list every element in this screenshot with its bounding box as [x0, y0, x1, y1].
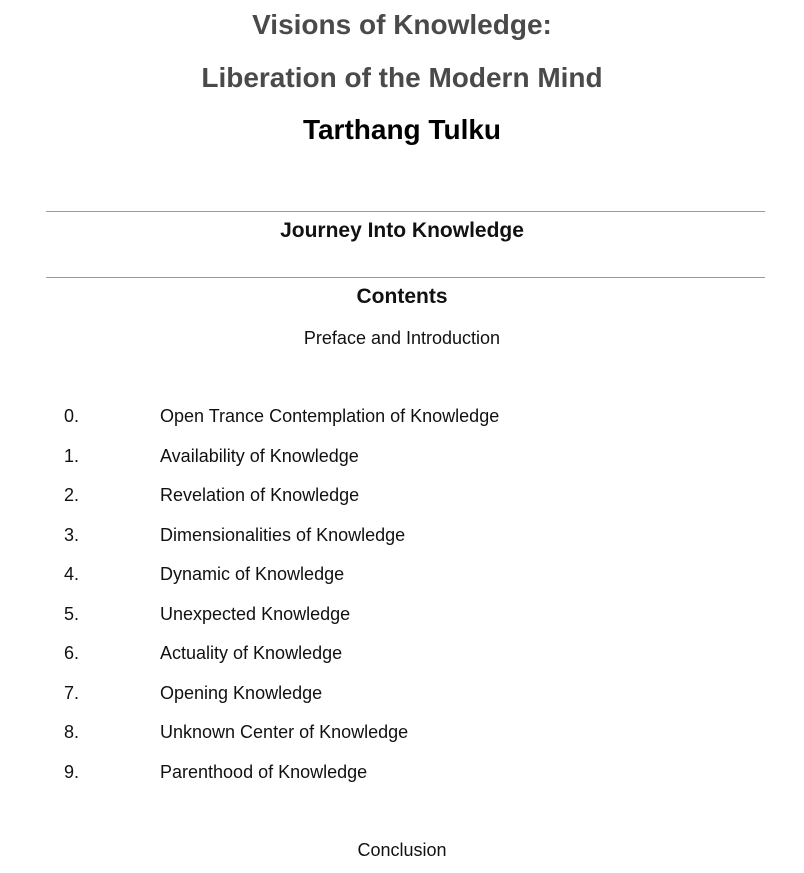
- book-title-line-1: Visions of Knowledge:: [252, 9, 552, 40]
- toc-conclusion-link[interactable]: Conclusion: [357, 840, 447, 860]
- toc-item-title[interactable]: Actuality of Knowledge: [160, 643, 343, 663]
- divider-top: [46, 211, 765, 212]
- toc-item-number: 7.: [64, 682, 80, 703]
- toc-item[interactable]: [0, 404, 804, 444]
- toc-item[interactable]: [0, 444, 804, 484]
- toc-preface-link[interactable]: Preface and Introduction: [303, 328, 501, 348]
- toc-item-number: 9.: [64, 761, 80, 782]
- toc-item[interactable]: [0, 720, 804, 760]
- contents-heading: Contents: [356, 285, 448, 308]
- toc-item-number: 1.: [64, 445, 80, 466]
- table-of-contents: [0, 404, 804, 799]
- toc-item-title[interactable]: Dimensionalities of Knowledge: [160, 524, 406, 545]
- toc-item[interactable]: [0, 523, 804, 563]
- toc-item[interactable]: [0, 681, 804, 721]
- toc-item[interactable]: [0, 483, 804, 523]
- toc-item-number: 0.: [64, 406, 80, 426]
- toc-item-title[interactable]: Unknown Center of Knowledge: [160, 722, 409, 742]
- toc-item-number: 6.: [64, 643, 80, 663]
- toc-item-number: 3.: [64, 524, 80, 545]
- divider-bottom: [46, 277, 765, 278]
- section-heading: Journey Into Knowledge: [280, 219, 524, 242]
- toc-item-title[interactable]: Revelation of Knowledge: [160, 485, 360, 505]
- toc-item[interactable]: [0, 562, 804, 602]
- toc-item-title[interactable]: Dynamic of Knowledge: [160, 564, 345, 584]
- toc-item-number: 5.: [64, 603, 80, 624]
- toc-item-title[interactable]: Availability of Knowledge: [160, 445, 359, 466]
- toc-item-number: 8.: [64, 722, 80, 742]
- book-title-line-2: Liberation of the Modern Mind: [201, 62, 603, 93]
- toc-item-title[interactable]: Open Trance Contemplation of Knowledge: [160, 406, 500, 426]
- toc-item-title[interactable]: Parenthood of Knowledge: [160, 761, 368, 782]
- toc-item-number: 4.: [64, 564, 80, 584]
- toc-item[interactable]: [0, 760, 804, 800]
- toc-item[interactable]: [0, 641, 804, 681]
- toc-item[interactable]: [0, 602, 804, 642]
- toc-item-title[interactable]: Opening Knowledge: [160, 682, 323, 703]
- toc-item-title[interactable]: Unexpected Knowledge: [160, 603, 351, 624]
- toc-item-number: 2.: [64, 485, 80, 505]
- book-author: Tarthang Tulku: [302, 114, 502, 145]
